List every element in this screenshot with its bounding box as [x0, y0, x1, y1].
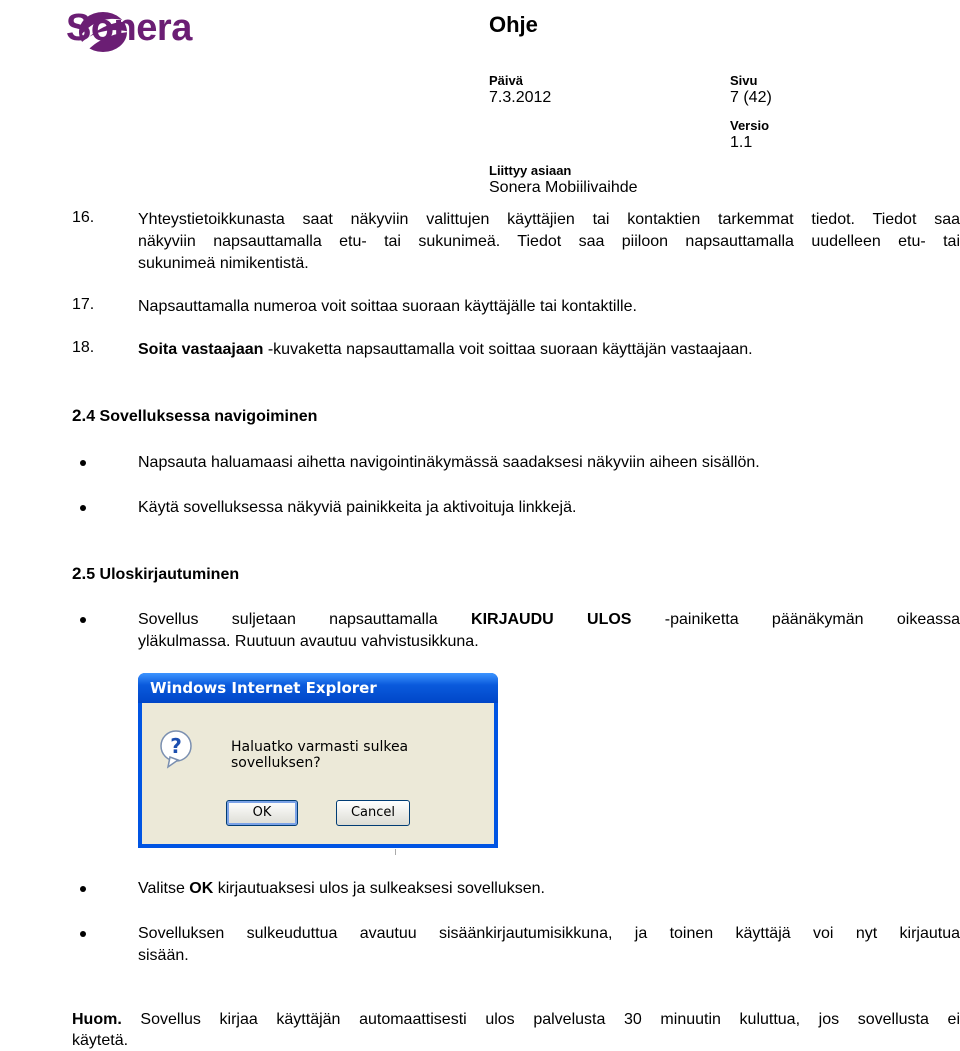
text-span: Sovellus suljetaan napsauttamalla — [138, 611, 472, 628]
item-16-line-2: näkyviin napsauttamalla etu- tai sukunimeä. Tiedot saa piiloon napsauttamalla uudelleen etu- tai — [138, 233, 960, 250]
ok-button[interactable]: OK — [226, 800, 298, 826]
bullet-dot — [80, 886, 86, 892]
item-18-text — [138, 339, 753, 360]
section-number: 2. — [72, 564, 87, 583]
item-17-text: Napsauttamalla numeroa voit soittaa suoraan käyttäjälle tai kontaktille. — [138, 298, 637, 315]
item-16-line-3: sukunimeä nimikentistä. — [138, 255, 309, 272]
question-icon — [158, 729, 194, 771]
logout-bullet-line-2: yläkulmassa. Ruutuun avautuu vahvistusikkuna. — [138, 633, 479, 650]
item-16-line-1: Yhteystietoikkunasta saat näkyviin valittujen käyttäjien tai kontaktien tarkemmat tiedot. Tiedot saa — [138, 211, 960, 228]
section-number-suffix: 5 — [86, 566, 96, 583]
confirm-dialog — [138, 673, 498, 848]
subject-label: Liittyy asiaan — [489, 163, 572, 178]
note-line-2: käytetä. — [72, 1032, 129, 1049]
section-title: Sovelluksessa navigoiminen — [95, 408, 318, 425]
item-18-bold: Soita vastaajaan — [138, 341, 264, 358]
document-title: Ohje — [489, 12, 538, 37]
bullet-dot — [80, 460, 86, 466]
item-number: 16. — [72, 209, 95, 226]
login-bullet-line-2: sisään. — [138, 947, 189, 964]
item-18-rest: -kuvaketta napsauttamalla voit soittaa suoraan käyttäjän vastaajaan. — [263, 341, 753, 358]
section-heading-2-4 — [72, 406, 317, 426]
bullet-text: Napsauta haluamaasi aihetta navigointinäkymässä saadaksesi näkyviin aiheen sisällön. — [138, 454, 760, 471]
note-line-1 — [72, 1009, 960, 1030]
text-span: -painiketta päänäkymän oikeassa — [631, 611, 960, 628]
dialog-message: Haluatko varmasti sulkea sovelluksen? — [231, 739, 409, 771]
version-label: Versio — [730, 118, 770, 133]
bullet-dot — [80, 505, 86, 511]
page-value: 7 (42) — [730, 89, 772, 106]
bullet-dot — [80, 931, 86, 937]
section-number: 2. — [72, 406, 87, 425]
page-label: Sivu — [730, 73, 758, 88]
section-heading-2-5 — [72, 564, 239, 584]
version-value: 1.1 — [730, 134, 753, 151]
text-span: kirjautuaksesi ulos ja sulkeaksesi sovelluksen. — [213, 880, 545, 897]
login-bullet-line-1: Sovelluksen sulkeuduttua avautuu sisäänkirjautumisikkuna, ja toinen käyttäjä voi nyt kirjautua — [138, 925, 960, 942]
dialog-body — [142, 703, 494, 844]
note-label: Huom. — [72, 1011, 122, 1028]
section-number-suffix: 4 — [86, 408, 96, 425]
section-title: Uloskirjautuminen — [95, 566, 240, 583]
subject-value: Sonera Mobiilivaihde — [489, 179, 638, 196]
logout-bullet-line-1 — [138, 609, 960, 630]
date-label: Päivä — [489, 73, 523, 88]
brand-name: Sonera — [66, 7, 192, 49]
caption-marker — [395, 849, 396, 855]
ok-bullet-text — [138, 878, 545, 899]
date-value: 7.3.2012 — [489, 89, 552, 106]
note-text: Sovellus kirjaa käyttäjän automaattisesti ulos palvelusta 30 minuutin kuluttua, jos sovellusta ei — [121, 1011, 960, 1028]
ok-keyword: OK — [189, 880, 214, 897]
svg-text:?: ? — [170, 734, 182, 758]
dialog-title: Windows Internet Explorer — [150, 679, 377, 697]
cancel-button[interactable]: Cancel — [336, 800, 410, 826]
logout-keyword: KIRJAUDU ULOS — [471, 611, 632, 628]
text-span: Valitse — [138, 880, 190, 897]
bullet-text: Käytä sovelluksessa näkyviä painikkeita ja aktivoituja linkkejä. — [138, 499, 577, 516]
item-number: 18. — [72, 339, 95, 356]
bullet-dot — [80, 617, 86, 623]
item-number: 17. — [72, 296, 95, 313]
